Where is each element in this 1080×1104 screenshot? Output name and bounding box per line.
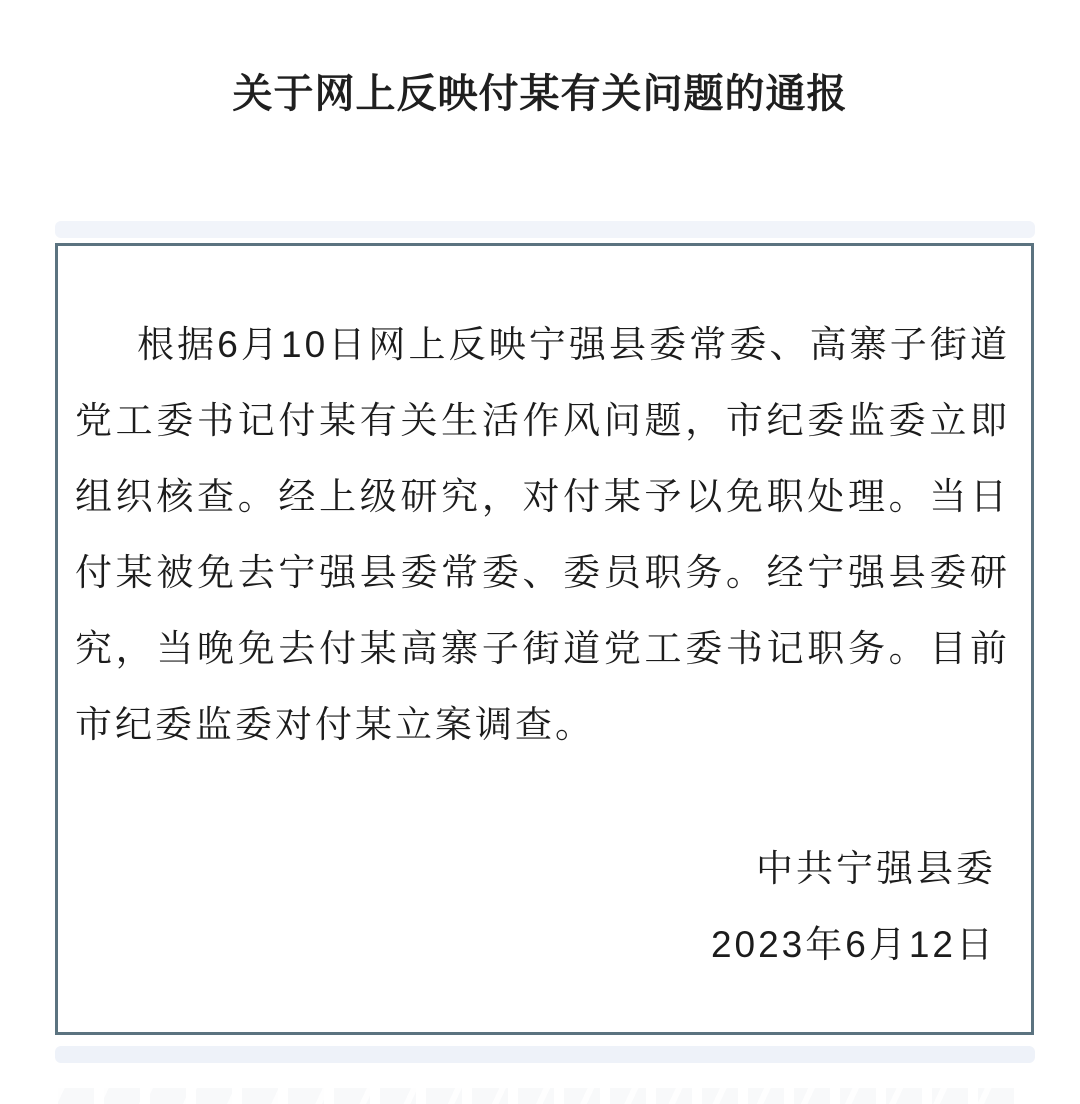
watermark-strip	[58, 1088, 1023, 1104]
signature: 中共宁强县委	[756, 848, 996, 889]
notice-date: 2023年6月12日	[710, 924, 996, 965]
bottom-accent-bar	[55, 1046, 1035, 1063]
notice-body: 根据6月10日网上反映宁强县委常委、高寨子街道党工委书记付某有关生活作风问题，市纪委监委立即组织核查。经上级研究，对付某予以免职处理。当日付某被免去宁强县委常委、委员职务。经宁强县委研究，当晚免去付某高寨子街道党工委书记职务。目前市纪委监委对付某立案调查。	[75, 324, 1010, 745]
signature-block	[75, 831, 1010, 983]
page-title: 关于网上反映付某有关问题的通报	[232, 72, 848, 116]
notice-card	[55, 243, 1034, 1035]
top-accent-bar	[55, 221, 1035, 238]
